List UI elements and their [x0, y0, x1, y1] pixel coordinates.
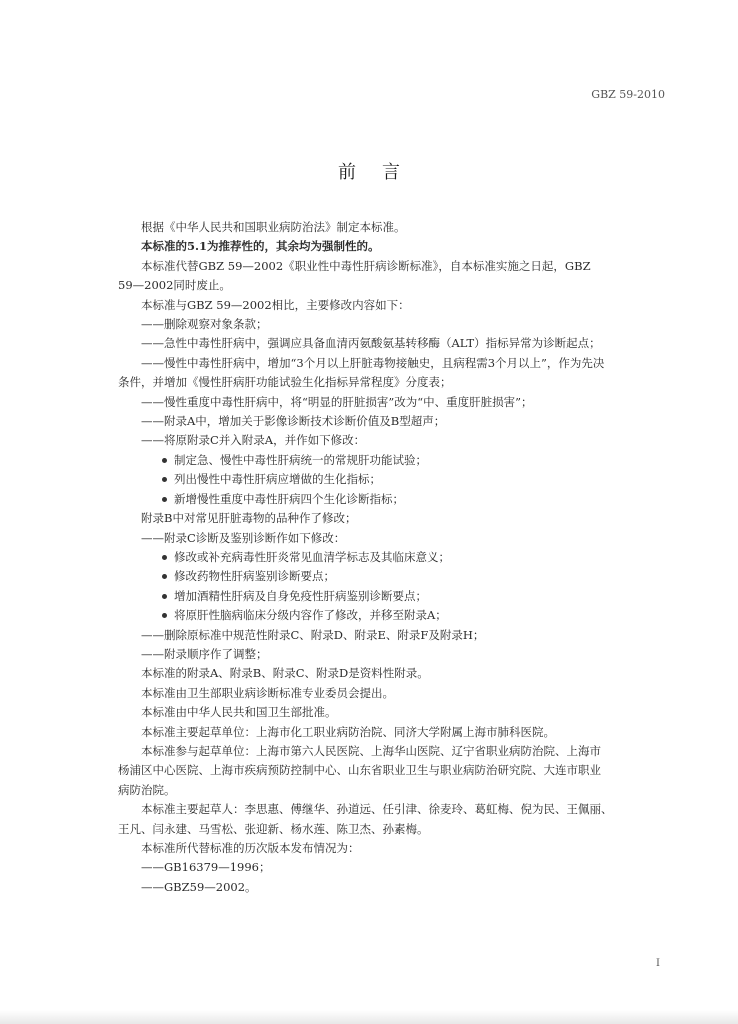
change-item: ——将原附录C并入附录A，并作如下修改： [141, 433, 366, 448]
paragraph: 根据《中华人民共和国职业病防治法》制定本标准。 [141, 220, 406, 234]
bullet-text: 增加酒精性肝病及自身免疫性肝病鉴别诊断要点； [174, 588, 427, 603]
version-item: ——GB16379—1996； [141, 860, 271, 875]
bullet-text: 修改或补充病毒性肝炎常见血清学标志及其临床意义； [174, 549, 450, 564]
bullet-dot [162, 613, 167, 618]
bullet-text: 修改药物性肝病鉴别诊断要点； [174, 569, 335, 584]
change-item: 条件，并增加《慢性肝病肝功能试验生化指标异常程度》分度表； [118, 375, 452, 390]
bullet-item [118, 451, 666, 470]
paragraph: 王凡、闫永建、马雪松、张迎新、杨水莲、陈卫杰、孙素梅。 [118, 821, 429, 836]
bullet-item [118, 606, 666, 625]
change-item: ——慢性重度中毒性肝病中，将“明显的肝脏损害”改为“中、重度肝脏损害”； [141, 394, 533, 409]
paragraph: 本标准代替GBZ 59—2002《职业性中毒性肝病诊断标准》，自本标准实施之日起，GBZ [141, 258, 591, 273]
bullet-item [118, 548, 666, 567]
page-bottom-edge [0, 1010, 738, 1024]
change-item: ——附录A中，增加关于影像诊断技术诊断价值及B型超声； [141, 414, 446, 429]
bullet-dot [162, 497, 167, 502]
paragraph: 附录B中对常见肝脏毒物的品种作了修改； [141, 511, 357, 526]
bullet-text: 新增慢性重度中毒性肝病四个生化诊断指标； [174, 491, 404, 506]
bullet-dot [162, 594, 167, 599]
paragraph: 本标准主要起草人：李思惠、傅继华、孙道远、任引津、徐麦玲、葛虹梅、倪为民、王佩丽、 [141, 802, 613, 817]
change-item: ——附录顺序作了调整； [141, 646, 268, 661]
bullet-dot [162, 458, 167, 463]
paragraph: 59—2002同时废止。 [118, 278, 231, 293]
paragraph: 本标准的附录A、附录B、附录C、附录D是资料性附录。 [141, 666, 429, 681]
foreword-body [118, 218, 666, 897]
bullet-item [118, 587, 666, 606]
paragraph: 本标准所代替标准的历次版本发布情况为： [141, 841, 360, 855]
bullet-dot [162, 574, 167, 579]
change-item: ——慢性中毒性肝病中，增加“3个月以上肝脏毒物接触史，且病程需3个月以上”，作为先决 [141, 355, 605, 370]
paragraph: 本标准由中华人民共和国卫生部批准。 [141, 705, 337, 720]
paragraph: 本标准由卫生部职业病诊断标准专业委员会提出。 [141, 685, 394, 700]
paragraph: 病防治院。 [118, 782, 176, 797]
bullet-item [118, 470, 666, 489]
bullet-item [118, 490, 666, 509]
standard-code: GBZ 59-2010 [591, 88, 665, 101]
bullet-text: 制定急、慢性中毒性肝病统一的常规肝功能试验； [174, 452, 427, 467]
bullet-text: 列出慢性中毒性肝病应增做的生化指标； [174, 472, 381, 487]
version-item: ——GBZ59—2002。 [141, 879, 257, 894]
page-number: I [656, 958, 660, 969]
bullet-dot [162, 555, 167, 560]
paragraph: 本标准与GBZ 59—2002相比，主要修改内容如下： [141, 297, 410, 312]
change-item: ——删除观察对象条款； [141, 317, 268, 332]
change-item: ——删除原标准中规范性附录C、附录D、附录E、附录F及附录H； [141, 627, 485, 642]
bullet-item [118, 567, 666, 586]
change-item: ——急性中毒性肝病中，强调应具备血清丙氨酸氨基转移酶（ALT）指标异常为诊断起点； [141, 336, 601, 351]
bullet-text: 将原肝性脑病临床分级内容作了修改，并移至附录A； [174, 608, 447, 623]
paragraph: 本标准的5.1为推荐性的，其余均为强制性的。 [141, 239, 380, 254]
change-item: ——附录C诊断及鉴别诊断作如下修改： [141, 530, 346, 545]
bullet-dot [162, 477, 167, 482]
paragraph: 杨浦区中心医院、上海市疾病预防控制中心、山东省职业卫生与职业病防治研究院、大连市职业 [118, 763, 601, 778]
paragraph: 本标准参与起草单位：上海市第六人民医院、上海华山医院、辽宁省职业病防治院、上海市 [141, 743, 601, 758]
page-title: 前言 [338, 162, 426, 183]
paragraph: 本标准主要起草单位：上海市化工职业病防治院、同济大学附属上海市肺科医院。 [141, 724, 555, 739]
